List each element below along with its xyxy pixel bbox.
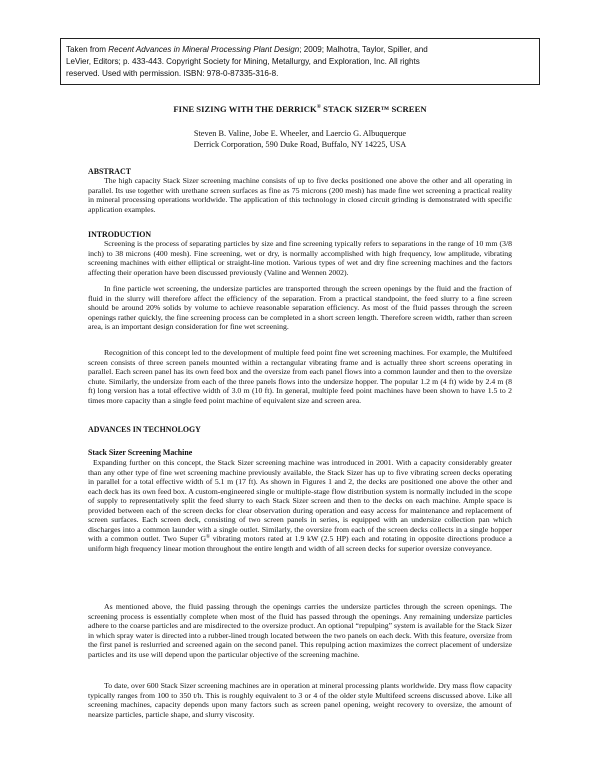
- paper-title: FINE SIZING WITH THE DERRICK® STACK SIZER™ SCREEN: [173, 104, 427, 114]
- author-block: [60, 128, 540, 151]
- advances-heading: ADVANCES IN TECHNOLOGY: [88, 425, 201, 434]
- abstract-paragraph: The high capacity Stack Sizer screening machine consists of up to five decks positioned one above the other and all operating in parallel. Its use together with urethane screen surfaces as fine as 75 microns (200 mesh) has made fine wet screening a practical reality in mineral processing operations worldwide. The application of this technology in closed circuit grinding is demonstrated with specific application examples.: [88, 176, 512, 214]
- stack-sizer-subheading: Stack Sizer Screening Machine: [88, 448, 193, 457]
- copyright-line-3: reserved. Used with permission. ISBN: 978-0-87335-316-8.: [66, 69, 279, 78]
- abstract-heading: ABSTRACT: [88, 167, 131, 176]
- book-title: Recent Advances in Mineral Processing Plant Design: [108, 45, 300, 54]
- stack-paragraph-2: As mentioned above, the fluid passing through the openings carries the undersize particles through the screen openings. The screening process is essentially complete when most of the fluid has passed through the openings. Any remaining undersize particles adhere to the coarse particles and are misdirected to the oversize product. An optional “repulping” system is available for the Stack Sizer in which spray water is directed into a rubber-lined trough located between the two panels on each deck. With this feature, oversize from the first panel is reslurried and screened again on the second panel. This repulping action maximizes the correct placement of undersize particles and its use will depend upon the particular objective of the screening machine.: [88, 602, 512, 659]
- stack-paragraph-3: To date, over 600 Stack Sizer screening machines are in operation at mineral processing plants worldwide. Dry mass flow capacity typically ranges from 100 to 350 t/h. This is roughly equivalent to 3 or 4 of the older style Multifeed screens discussed above. Like all screening machines, capacity depends upon many factors such as screen panel opening, weight recovery to oversize, the amount of nearsize particles, particle shape, and slurry viscosity.: [88, 681, 512, 719]
- authors: Steven B. Valine, Jobe E. Wheeler, and Laercio G. Albuquerque: [193, 129, 407, 138]
- copyright-notice: [60, 38, 540, 85]
- copyright-line-1: Taken from Recent Advances in Mineral Processing Plant Design; 2009; Malhotra, Taylor, Spiller, and: [66, 45, 428, 54]
- affiliation: Derrick Corporation, 590 Duke Road, Buffalo, NY 14225, USA: [193, 140, 407, 150]
- intro-paragraph-2: In fine particle wet screening, the undersize particles are transported through the screen openings by the fluid and the fraction of fluid in the slurry will therefore affect the efficiency of the separation. From a practical standpoint, the feed slurry to a fine screen should be around 20% solids by volume to achieve reasonable separation efficiency. As most of the fluid passes through the screen openings rather quickly, the fine screening process can be completed in a short screen length. Therefore screen width, rather than screen area, is an important design consideration for fine wet screening.: [88, 284, 512, 332]
- intro-paragraph-3: Recognition of this concept led to the development of multiple feed point fine wet screening machines. For example, the Multifeed screen consists of three screen panels mounted within a rectangular vibrating frame and is actually three short screens operating in parallel. Each screen panel has its own feed box and the oversize from each panel flows into a common launder and then to the oversize chute. Similarly, the undersize from each of the three panels flows into the undersize hopper. The popular 1.2 m (4 ft) wide by 2.4 m (8 ft) long version has a total effective width of 3.0 m (10 ft). In general, multiple feed point machines have been shown to have 1.5 to 2 times more capacity than a single feed point machine of equivalent size and screen area.: [88, 348, 512, 405]
- intro-paragraph-1: Screening is the process of separating particles by size and fine screening typically refers to separations in the range of 10 mm (3/8 inch) to 38 microns (400 mesh). Fine screening, wet or dry, is normally accomplished with high frequency, low amplitude, vibrating screening machines with either elliptical or straight-line motion. Various types of wet and dry fine screening machines and the factors affecting their operation have been discussed previously (Valine and Wennen 2002).: [88, 239, 512, 277]
- introduction-heading: INTRODUCTION: [88, 230, 152, 239]
- stack-paragraph-1: Expanding further on this concept, the Stack Sizer screening machine was introduced in 2001. With a capacity considerably greater than any other type of fine wet screening machine previously available, the Stack Sizer has up to five vibrating screen decks operating in parallel for a total effective width of 5.1 m (17 ft). As shown in Figures 1 and 2, the decks are positioned one above the other and each deck has its own feed box. A custom-engineered single or multiple-stage flow distribution system is normally included in the scope of supply to representatively split the feed slurry to each Stack Sizer screen and then to the decks on each machine. Ample space is provided between each of the screen decks for clear observation during operation and easy access for maintenance and replacement of screen surfaces. Each screen deck, consisting of two screen panels in series, is equipped with an undersize collection pan which discharges into a common launder with a single outlet. Similarly, the oversize from each of the screen decks collects in a single hopper with a common outlet. Two Super G® vibrating motors rated at 1.9 kW (2.5 HP) each and rotating in opposite directions produce a uniform high frequency linear motion throughout the entire length and width of all screen decks for superior oversize conveyance.: [88, 458, 512, 553]
- copyright-line-2: LeVier, Editors; p. 433-443. Copyright Society for Mining, Metallurgy, and Exploration, Inc. All rights: [66, 57, 420, 66]
